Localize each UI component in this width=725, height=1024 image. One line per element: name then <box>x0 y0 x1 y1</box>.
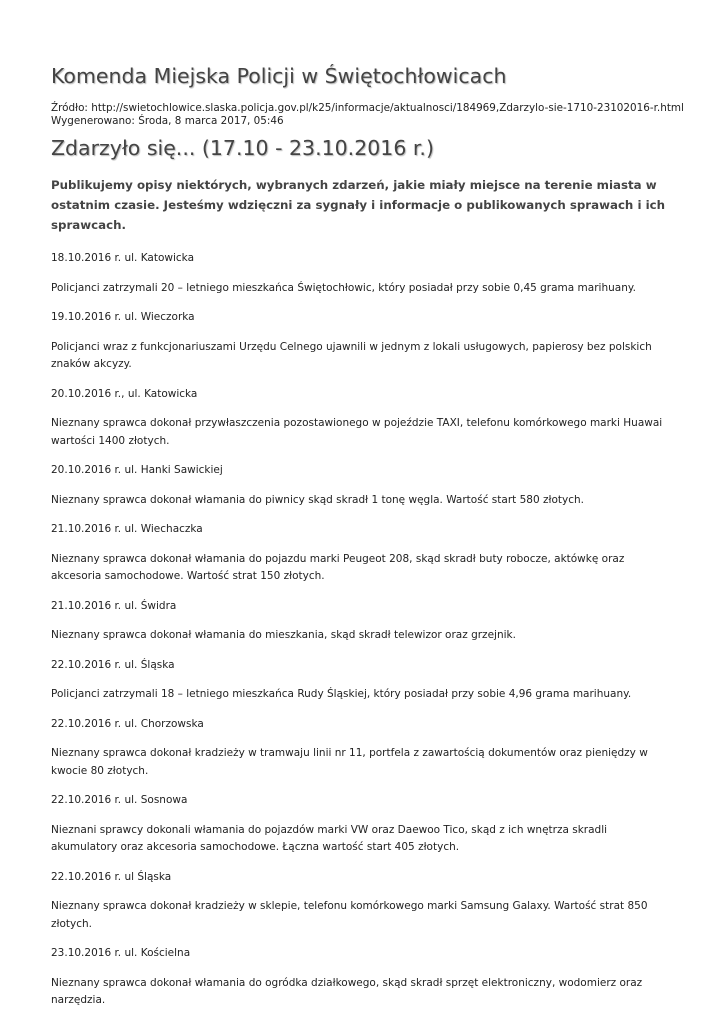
incident-date: 22.10.2016 r. ul. Sosnowa <box>51 794 188 806</box>
article-lead: Publikujemy opisy niektórych, wybranych zdarzeń, jakie miały miejsce na terenie miasta w ostatnim czasie. Jesteśmy wdzięczni za sygnały i informacje o publikowanych sprawach i ich sprawcach. <box>51 178 666 232</box>
incident-description: Nieznany sprawca dokonał kradzieży w tramwaju linii nr 11, portfela z zawartością dokumentów oraz pieniędzy w kwocie 80 złotych. <box>51 747 648 777</box>
generated-line: Wygenerowano: Środa, 8 marca 2017, 05:46 <box>51 115 284 127</box>
incident-date: 18.10.2016 r. ul. Katowicka <box>51 252 195 264</box>
incident-description: Policjanci wraz z funkcjonariuszami Urzędu Celnego ujawnili w jednym z lokali usługowych, papierosy bez polskich znaków akcyzy. <box>51 340 652 370</box>
incident-description: Nieznani sprawcy dokonali włamania do pojazdów marki VW oraz Daewoo Tico, skąd z ich wnętrza skradli akumulatory oraz akcesoria samochodowe. Łączna wartość start 405 złotych. <box>51 823 608 853</box>
article-title: Zdarzyło się... (17.10 - 23.10.2016 r.) <box>51 136 434 160</box>
document-page <box>51 62 684 1022</box>
incident-description: Nieznany sprawca dokonał kradzieży w sklepie, telefonu komórkowego marki Samsung Galaxy. Wartość strat 850 złotych. <box>51 900 648 930</box>
incident-description: Nieznany sprawca dokonał włamania do ogródka działkowego, skąd skradł sprzęt elektroniczny, wodomierz oraz narzędzia. <box>51 976 643 1006</box>
site-title: Komenda Miejska Policji w Świętochłowicach <box>51 64 507 88</box>
incident-description: Nieznany sprawca dokonał włamania do mieszkania, skąd skradł telewizor oraz grzejnik. <box>51 629 516 641</box>
incident-date: 22.10.2016 r. ul. Chorzowska <box>51 717 204 730</box>
incident-description: Nieznany sprawca dokonał włamania do piwnicy skąd skradł 1 tonę węgla. Wartość start 580 złotych. <box>51 493 584 506</box>
incident-date: 20.10.2016 r., ul. Katowicka <box>51 387 198 400</box>
document-meta <box>51 102 684 128</box>
incident-date: 19.10.2016 r. ul. Wieczorka <box>51 311 195 323</box>
incident-date: 20.10.2016 r. ul. Hanki Sawickiej <box>51 464 223 476</box>
incident-date: 21.10.2016 r. ul. Świdra <box>51 599 177 612</box>
incident-date: 22.10.2016 r. ul Śląska <box>51 870 172 883</box>
incident-description: Nieznany sprawca dokonał włamania do pojazdu marki Peugeot 208, skąd skradł buty robocze, aktówkę oraz akcesoria samochodowe. Wartość strat 150 złotych. <box>51 552 625 582</box>
incident-description: Nieznany sprawca dokonał przywłaszczenia pozostawionego w pojeździe TAXI, telefonu komórkowego marki Huawai wartości 1400 złotych. <box>51 417 663 447</box>
incident-list <box>51 250 676 1010</box>
incident-description: Policjanci zatrzymali 20 – letniego mieszkańca Świętochłowic, który posiadał przy sobie 0,45 grama marihuany. <box>51 281 636 294</box>
source-line: Źródło: http://swietochlowice.slaska.policja.gov.pl/k25/informacje/aktualnosci/184969,Zdarzylo-sie-1710-23102016-r.html <box>51 102 684 114</box>
incident-date: 23.10.2016 r. ul. Kościelna <box>51 947 191 959</box>
incident-date: 21.10.2016 r. ul. Wiechaczka <box>51 523 203 535</box>
incident-date: 22.10.2016 r. ul. Śląska <box>51 658 175 671</box>
incident-description: Policjanci zatrzymali 18 – letniego mieszkańca Rudy Śląskiej, który posiadał przy sobie 4,96 grama marihuany. <box>51 688 632 700</box>
